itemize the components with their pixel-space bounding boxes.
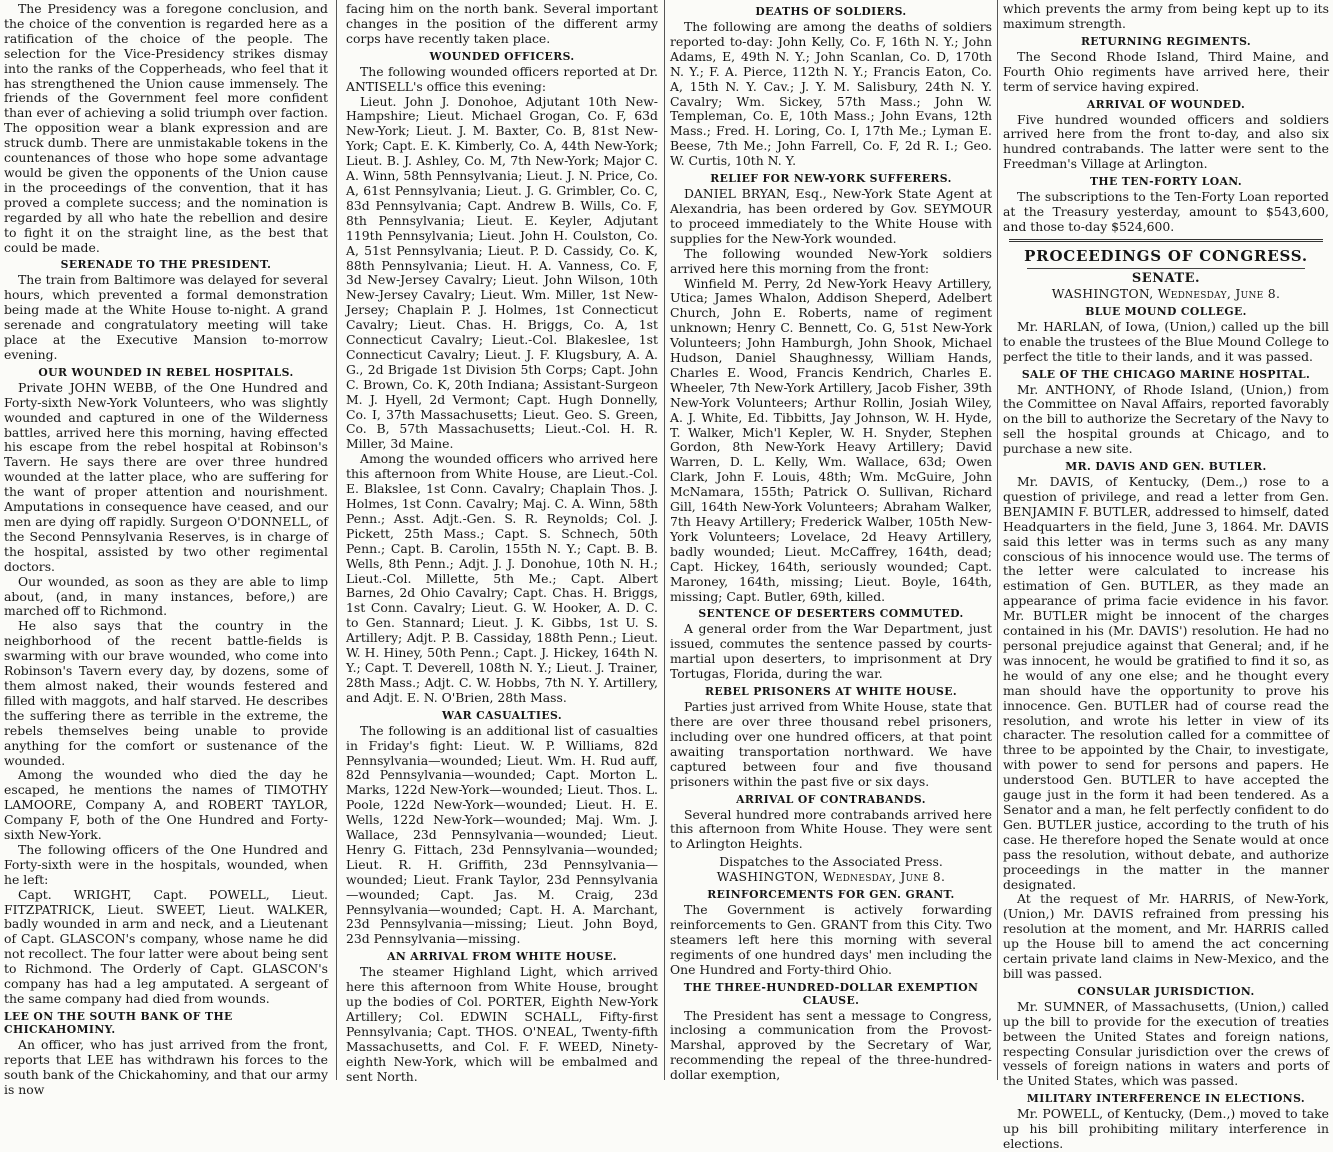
heading-davis-butler: MR. DAVIS AND GEN. BUTLER. <box>1065 460 1267 474</box>
paragraph-deserters: A general order from the War Department, just issued, commutes the sentence passed by courts-martial upon deserters, to imprisonment at Dry Tortugas, Florida, during the war. <box>670 621 992 682</box>
paragraph-casualties: The following is an additional list of casualties in Friday's fight: Lieut. W. P. Williams, 82d Pennsylvania—wounded; Lieut. Wm. H. Rud auff, 82d Pennsylvania—wounded; Capt. Morton L. Marks, 122d New-York—wounded; Lieut. Thos. L. Poole, 122d New-York—wounded; Lieut. H. E. Wells, 122d New-York—wounded; Maj. Wm. J. Wallace, 23d Pennsylvania—wounded; Lieut. Henry G. Fittach, 23d Pennsylvania—wounded; Lieut. R. H. Griffith, 23d Pennsylvania—wounded; Lieut. Frank Taylor, 23d Pennsylvania—wounded; Capt. Jas. M. Craig, 23d Pennsylvania—wounded; Capt. H. A. Marchant, 23d Pennsylvania—missing; Lieut. John Boyd, 23d Pennsylvania—missing. <box>346 722 658 947</box>
paragraph-loan: The subscriptions to the Ten-Forty Loan reported at the Treasury yesterday, amount to $543,600, and those to-day $524,600. <box>1003 189 1329 234</box>
paragraph-consular: Mr. SUMNER, of Massachusetts, (Union,) called up the bill to provide for the execution of treaties between the United States and foreign nations, respecting Consular jurisdiction over the crews of vessels of foreign nations in waters and ports of the United States, which was passed. <box>1003 998 1329 1089</box>
heading-returning-regiments: RETURNING REGIMENTS. <box>1080 34 1252 48</box>
paragraph-presidency: The Presidency was a foregone conclusion, and the choice of the convention is regarded here as a ratification of the choice of the people. The selection for the Vice-Presidency strikes dismay into the ranks of the Copperheads, who feel that it has strengthened the Union cause immensely. The friends of the Government feel more confident than ever of achieving a solid triumph over faction. The opposition wear a blank expression and are struck dumb. There are unmistakable tokens in the countenances of those who hope some advantage would be given the opponents of the Union cause in the proceedings of the convention, that it has proved a complete success; and the nomination is regarded by all who hate the rebellion and desire to fight it on the straight line, as the best that could be made. <box>4 1 328 255</box>
heading-exemption: THE THREE-HUNDRED-DOLLAR EXEMPTION CLAUSE. <box>683 980 979 1007</box>
paragraph-powell: Mr. POWELL, of Kentucky, (Dem.,) moved to take up his bill prohibiting military interference in elections. <box>1003 1106 1329 1152</box>
paragraph-ny-soldiers: The following wounded New-York soldiers arrived here this morning from the front: <box>670 245 992 276</box>
heading-contrabands: ARRIVAL OF CONTRABANDS. <box>736 792 926 806</box>
divider <box>1027 268 1305 269</box>
section-divider <box>1009 239 1323 242</box>
paragraph-neighborhood: He also says that the country in the neighborhood of the recent battle-fields is swarming with our brave wounded, who come into Robinson's Tavern every day, by dozens, some of them almost naked, their wounds festered and filled with maggots, and half starved. He describes the suffering there as terrible in the extreme, the rebels themselves being unable to provide anything for the comfort or sustenance of the wounded. <box>4 618 328 768</box>
paragraph-reinforcements: The Government is actively forwarding reinforcements to Gen. GRANT from this City. Two steamers left here this morning with several regiments of one hundred days' men including the One Hundred and Forty-third Ohio. <box>670 902 992 977</box>
heading-military-interference: MILITARY INTERFERENCE IN ELECTIONS. <box>1026 1092 1306 1106</box>
heading-deserters: SENTENCE OF DESERTERS COMMUTED. <box>698 607 964 621</box>
paragraph-officer-list: Lieut. John J. Donohoe, Adjutant 10th New-Hampshire; Lieut. Michael Grogan, Co. F, 63d New-York; Lieut. J. M. Baxter, Co. B, 81st New-York; Capt. E. K. Kimberly, Co. A, 44th New-York; Lieut. B. J. Ashley, Co. M, 7th New-York; Major C. A. Winn, 58th Pennsylvania; Lieut. J. N. Price, Co. A, 61st Pennsylvania; Lieut. J. G. Grimbler, Co. C, 83d Pennsylvania; Capt. Andrew B. Wills, Co. F, 8th Pennsylvania; Lieut. E. Keyler, Adjutant 119th Pennsylvania; Lieut. John H. Coulston, Co. A, 51st Pennsylvania; Lieut. P. D. Cassidy, Co. K, 88th Pennsylvania; Lieut. H. A. Vanness, Co. F, 3d New-Jersey Cavalry; Lieut. John Wilson, 10th New-Jersey Cavalry; Lieut. Wm. Miller, 1st New-Jersey; Chaplain P. J. Holmes, 1st Connecticut Cavalry; Lieut. Chas. H. Briggs, Co. A, 1st Connecticut Cavalry; Lieut.-Col. Blakeslee, 1st Connecticut Cavalry; Lieut. J. F. Klugsbury, A. A. G., 2d Brigade 1st Division 5th Corps; Capt. John C. Brown, Co. K, 20th Indiana; Assistant-Surgeon M. J. Hyell, 2d Vermont; Capt. Hugh Donnelly, Co. I, 37th Massachusetts; Lieut. Geo. S. Green, Co. B, 57th Massachusetts; Lieut.-Col. H. R. Miller, 3d Maine. <box>346 93 658 452</box>
column-3 <box>668 2 994 1083</box>
heading-wounded-rebel-hospitals: OUR WOUNDED IN REBEL HOSPITALS. <box>38 365 294 379</box>
paragraph-webb: Private JOHN WEBB, of the One Hundred and Forty-sixth New-York Volunteers, who was slightly wounded and captured in one of the Wilderness battles, arrived here this morning, having effected his escape from the rebel hospital at Robinson's Tavern. He says there are over three hundred wounded at the latter place, who are suffering for the want of proper attention and nourishment. Amputations in consequence have ceased, and our men are dying off rapidly. Surgeon O'DONNELL, of the Second Pennsylvania Reserves, is in charge of the hospital, assisted by two other regimental doctors. <box>4 379 328 574</box>
paragraph-which: which prevents the army from being kept up to its maximum strength. <box>1003 1 1329 31</box>
paragraph-prisoners: Parties just arrived from White House, state that there are over three thousand rebel prisoners, including over one hundred officers, at that point awaiting transportation northward. We have captured between four and five thousand prisoners within the past five or six days. <box>670 699 992 789</box>
paragraph-contrabands: Several hundred more contrabands arrived here this afternoon from White House. They were sent to Arlington Heights. <box>670 806 992 852</box>
paragraph-blue-mound: Mr. HARLAN, of Iowa, (Union,) called up the bill to enable the trustees of the Blue Mound College to perfect the title to their lands, and it was passed. <box>1003 318 1330 364</box>
heading-deaths: DEATHS OF SOLDIERS. <box>755 5 907 18</box>
heading-ten-forty-loan: THE TEN-FORTY LOAN. <box>1089 175 1243 189</box>
paragraph-exemption: The President has sent a message to Congress, inclosing a communication from the Provost-Marshal, approved by the Secretary of War, recommending the repeal of the three-hundred-dollar exemption, <box>670 1007 992 1083</box>
column-rule <box>336 0 337 1080</box>
senate-dateline: WASHINGTON, Wednesday, June 8. <box>1051 285 1281 301</box>
dispatches-line: Dispatches to the Associated Press. <box>719 854 943 870</box>
column-1 <box>2 1 330 1097</box>
heading-serenade: SERENADE TO THE PRESIDENT. <box>60 258 272 272</box>
paragraph-lee: An officer, who has just arrived from the front, reports that LEE has withdrawn his forces to the south bank of the Chickahominy, and that our army is now <box>4 1036 328 1097</box>
paragraph-marine-hospital: Mr. ANTHONY, of Rhode Island, (Union,) from the Committee on Naval Affairs, reported favorably on the bill to authorize the Secretary of the Navy to sell the hospital grounds at Chicago, and to purchase a new site. <box>1003 381 1329 457</box>
heading-blue-mound: BLUE MOUND COLLEGE. <box>1085 304 1247 318</box>
paragraph-officers: The following officers of the One Hundred and Forty-sixth were in the hospitals, wounded, when he left: <box>4 841 328 887</box>
paragraph-highland-light: The steamer Highland Light, which arrived here this afternoon from White House, brought up the bodies of Col. PORTER, Eighth New-York Artillery; Col. EDWIN SCHALL, Fifty-first Pennsylvania; Capt. THOS. O'NEAL, Twenty-fifth Massachusetts, and Col. F. F. WEED, Ninety-eighth New-York, which will be embalmed and sent North. <box>346 964 658 1084</box>
heading-arrival-white-house: AN ARRIVAL FROM WHITE HOUSE. <box>387 950 617 964</box>
dateline: WASHINGTON, Wednesday, June 8. <box>716 869 946 885</box>
heading-senate: SENATE. <box>1131 270 1201 286</box>
column-rule <box>997 0 998 1080</box>
paragraph-arrival-wounded: Five hundred wounded officers and soldiers arrived here from the front to-day, and also six hundred contrabands. The latter were sent to the Freedman's Village at Arlington. <box>1003 111 1329 172</box>
paragraph-ny-list: Winfield M. Perry, 2d New-York Heavy Artillery, Utica; James Whalon, Addison Sheperd, Adelbert Church, John E. Roberts, name of regiment unknown; Henry C. Bennett, Co. G, 51st New-York Volunteers; John Hamburgh, John Shook, Michael Hudson, Daniel Shaughnessy, William Hands, Charles E. Wood, Francis Kendrich, Charles E. Wheeler, 7th New-York Artillery, Jacob Fisher, 39th New-York Volunteers; Arthur Rollin, Josiah Wiley, A. J. White, Ed. Tibbitts, Jay Johnson, W. H. Hyde, T. Walker, Mich'l Kepler, W. H. Snyder, Stephen Gordon, 8th New-York Heavy Artillery; David Warren, D. L. Kelly, Wm. Wallace, 63d; Owen Clark, John F. Louis, 48th; Wm. McGuire, John McNamara, 155th; Patrick O. Sullivan, Richard Gill, 164th New-York Volunteers; Abraham Walker, 7th Heavy Artillery; Frederick Walber, 105th New-York Volunteers; Lovelace, 2d Heavy Artillery, badly wounded; Lieut. McCaffrey, 164th, dead; Capt. Hickey, 164th, seriously wounded; Capt. Maroney, 164th, missing; Lieut. Boyle, 164th, missing; Capt. Butler, 69th, killed. <box>670 275 992 604</box>
heading-war-casualties: WAR CASUALTIES. <box>442 708 562 722</box>
heading-arrival-wounded: ARRIVAL OF WOUNDED. <box>1086 97 1246 111</box>
column-4 <box>1001 1 1331 1152</box>
paragraph-wright: Capt. WRIGHT, Capt. POWELL, Lieut. FITZPATRICK, Lieut. SWEET, Lieut. WALKER, badly wounded in arm and neck, and a Lieutenant of Capt. GLASCON's company, whose name he did not recollect. The four latter were about being sent to Richmond. The Orderly of Capt. GLASCON's company has had a leg amputated. A sergeant of the same company had died from wounds. <box>4 886 328 1006</box>
paragraph-limp: Our wounded, as soon as they are able to limp about, (and, in many instances, before,) are marched off to Richmond. <box>4 573 328 619</box>
heading-relief: RELIEF FOR NEW-YORK SUFFERERS. <box>710 172 952 186</box>
heading-consular: CONSULAR JURISDICTION. <box>1077 984 1255 998</box>
heading-marine-hospital: SALE OF THE CHICAGO MARINE HOSPITAL. <box>1021 367 1311 381</box>
paragraph-reported: The following wounded officers reported at Dr. ANTISELL's office this evening: <box>346 63 658 94</box>
paragraph-harris: At the request of Mr. HARRIS, of New-York, (Union,) Mr. DAVIS refrained from pressing his resolution at the moment, and Mr. HARRIS called up the House bill to amend the act concerning certain private land claims in New-Mexico, and the bill was passed. <box>1003 891 1329 981</box>
paragraph-serenade: The train from Baltimore was delayed for several hours, which prevented a formal demonstration being made at the White House to-night. A grand serenade and congratulatory meeting will take place at the Executive Mansion to-morrow evening. <box>4 272 328 362</box>
paragraph-deaths: The following are among the deaths of soldiers reported to-day: John Kelly, Co. F, 16th N. Y.; John Adams, E, 49th N. Y.; John Scanlan, Co. D, 170th N. Y.; F. A. Pierce, 112th N. Y.; Francis Eaton, Co. A, 15th N. Y. Cav.; J. Y. M. Salisbury, 24th N. Y. Cavalry; Wm. Sickey, 57th Mass.; John W. Templeman, Co. E, 10th Mass.; John Evans, 12th Mass.; Fred. H. Loring, Co. I, 17th Me.; Lyman E. Beese, 7th Me.; John Farrell, Co. F, 2d R. I.; Geo. W. Curtis, 10th N. Y. <box>670 19 992 169</box>
column-rule <box>664 0 665 1080</box>
paragraph-davis: Mr. DAVIS, of Kentucky, (Dem.,) rose to a question of privilege, and read a letter from Gen. BENJAMIN F. BUTLER, addressed to himself, dated Headquarters in the field, June 3, 1864. Mr. DAVIS said this letter was in terms such as any many conscious of his innocence would use. The terms of the letter were calculated to increase his estimation of Gen. BUTLER, as they made an appearance of prima facie evidence in his favor. Mr. BUTLER might be innocent of the charges contained in his (Mr. DAVIS') resolution. He had no personal prejudice against that General; and, if he was innocent, he would be gratified to find it so, as he would of any one else; and he thought every man should have the opportunity to prove his innocence. Gen. BUTLER had of course read the resolution, and wrote his letter in view of its character. The resolution called for a committee of three to be appointed by the Chair, to investigate, with power to send for persons and papers. He understood Gen. BUTLER to have accepted the gauge just in the form it had been tendered. As a Senator and a man, he felt perfectly confident to do Gen. BUTLER justice, according to the truth of his case. He therefore hoped the Senate would at once pass the resolution, without debate, and authorize proceedings in the matter in the manner designated. <box>1003 474 1329 892</box>
heading-proceedings-of-congress: PROCEEDINGS OF CONGRESS. <box>1024 246 1308 265</box>
paragraph-facing: facing him on the north bank. Several important changes in the position of the different army corps have recently taken place. <box>346 1 658 46</box>
column-2 <box>344 1 660 1084</box>
paragraph-arrived-officers: Among the wounded officers who arrived here this afternoon from White House, are Lieut.-Col. E. Blakslee, 1st Conn. Cavalry; Chaplain Thos. J. Holmes, 1st Conn. Cavalry; Maj. C. A. Winn, 58th Penn.; Asst. Adjt.-Gen. S. R. Reynolds; Col. J. Pickett, 25th Mass.; Capt. S. Schnech, 50th Penn.; Capt. B. Carolin, 155th N. Y.; Capt. B. B. Wells, 8th Penn.; Adjt. J. J. Donohue, 10th N. H.; Lieut.-Col. Millette, 5th Me.; Capt. Albert Barnes, 2d Ohio Cavalry; Capt. Chas. H. Briggs, 1st Conn. Cavalry; Lieut. G. W. Hooker, A. D. C. to Gen. Stannard; Lieut. J. K. Gibbs, 1st U. S. Artillery; Adjt. P. B. Cassiday, 188th Penn.; Lieut. W. H. Hiney, 50th Penn.; Capt. J. Hickey, 164th N. Y.; Capt. T. Deverell, 108th N. Y.; Lieut. J. Trainer, 28th Mass.; Adjt. C. W. Hobbs, 7th N. Y. Artillery, and Adjt. E. N. O'Brien, 28th Mass. <box>346 451 658 705</box>
paragraph-returning: The Second Rhode Island, Third Maine, and Fourth Ohio regiments have arrived here, their term of service having expired. <box>1003 48 1329 94</box>
paragraph-relief: DANIEL BRYAN, Esq., New-York State Agent at Alexandria, has been ordered by Gov. SEYMOUR to proceed immediately to the White House with supplies for the New-York wounded. <box>670 186 992 246</box>
heading-lee-chickahominy: LEE ON THE SOUTH BANK OF THE CHICKAHOMINY. <box>4 1009 233 1036</box>
heading-reinforcements: REINFORCEMENTS FOR GEN. GRANT. <box>707 888 955 902</box>
paragraph-died: Among the wounded who died the day he escaped, he mentions the names of TIMOTHY LAMOORE, Company A, and ROBERT TAYLOR, Company F, both of the One Hundred and Forty-sixth New-York. <box>4 767 328 843</box>
heading-wounded-officers: WOUNDED OFFICERS. <box>429 49 575 63</box>
heading-rebel-prisoners: REBEL PRISONERS AT WHITE HOUSE. <box>704 685 958 699</box>
